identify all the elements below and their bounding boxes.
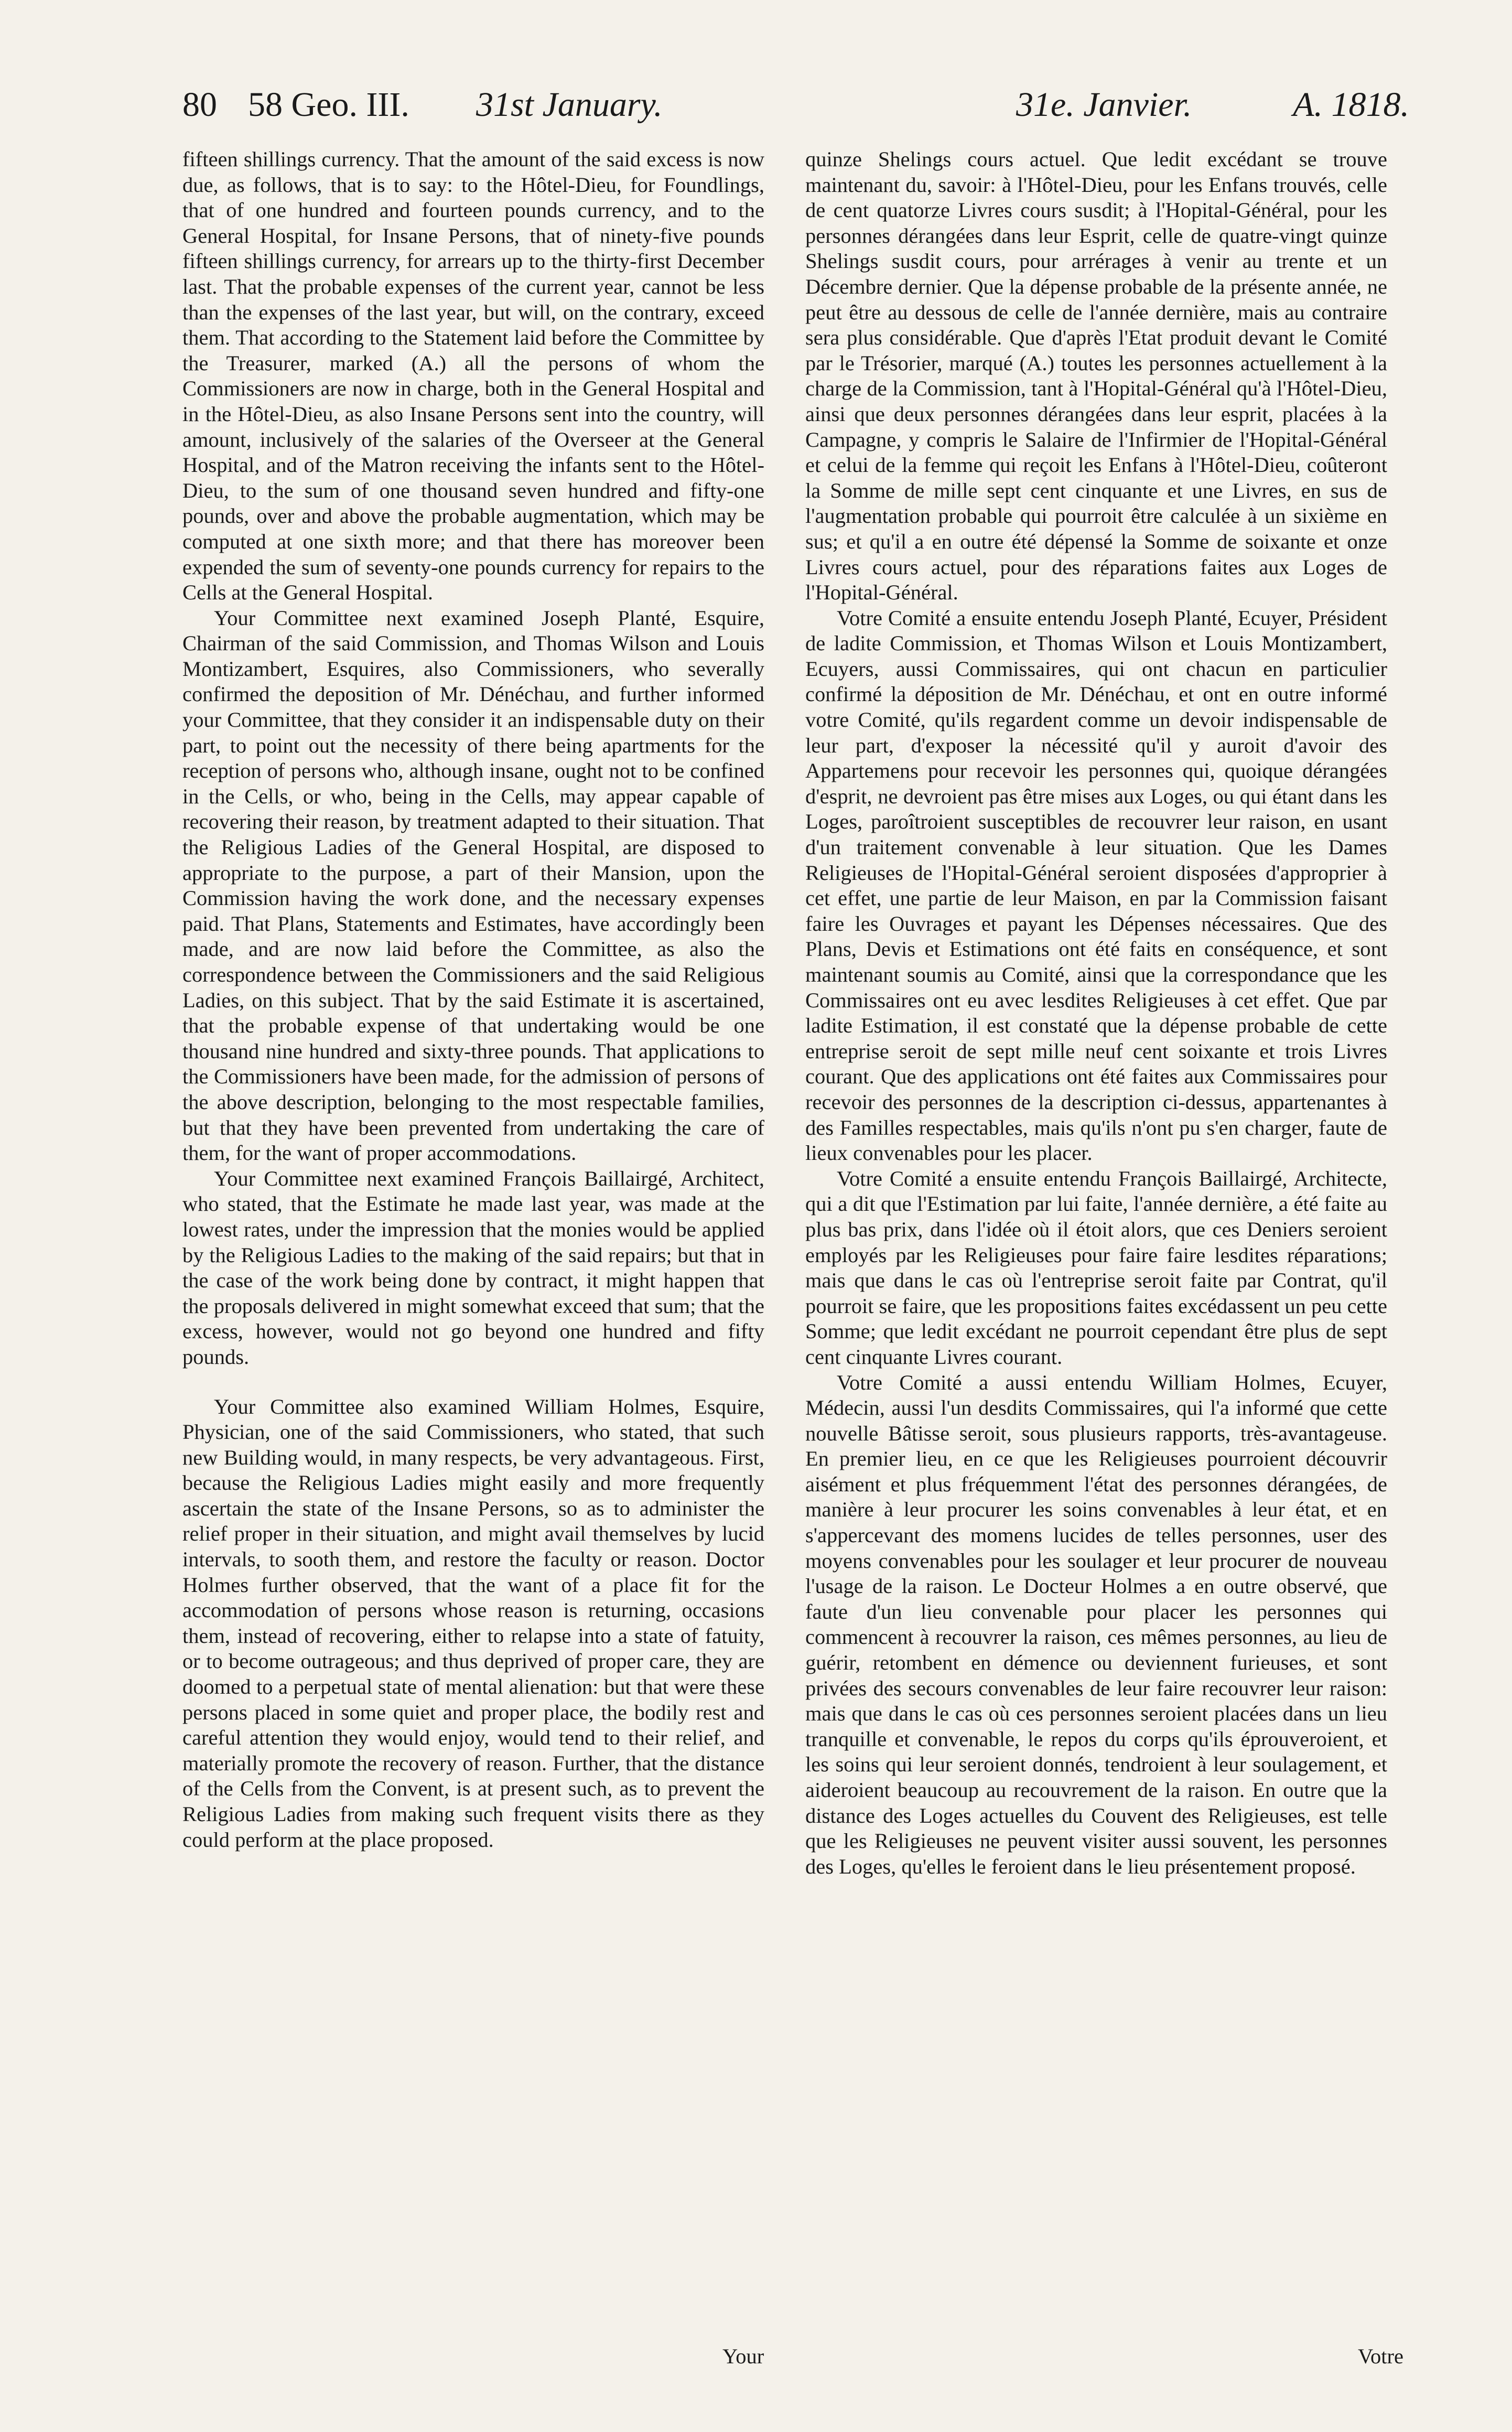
date-english: 31st January. [476,85,663,124]
date-french: 31e. Janvier. [1016,85,1192,124]
catchword-french: Votre [1358,2344,1403,2368]
page-number: 80 [182,85,217,124]
english-paragraph-4: Your Committee also examined William Holmes, Esquire, Physician, one of the said Commissioners, who stated, that such new Building would, in many respects, be very advantageous. First, because the Religious Ladies might easily and more frequently ascertain the state of the Insane Persons, so as to administer the relief proper in their situation, and might avail themselves by lucid intervals, to sooth them, and restore the faculty or reason. Doctor Holmes further observed, that the want of a place fit for the accommodation of persons whose reason is returning, occasions them, instead of recovering, either to relapse into a state of fatuity, or to become outrageous; and thus deprived of proper care, they are doomed to a perpetual state of mental alienation: but that were these persons placed in some quiet and proper place, the bodily rest and careful attention they would enjoy, would tend to their relief, and materially promote the recovery of reason. Further, that the distance of the Cells from the Convent, is at present such, as to prevent the Religious Ladies from making such frequent visits there as they could perform at the place proposed. [182,1394,764,1852]
english-paragraph-3: Your Committee next examined François Baillairgé, Architect, who stated, that the Estimate he made last year, was made at the lowest rates, under the impression that the monies would be applied by the Religious Ladies to the making of the said repairs; but that in the case of the work being done by contract, it might happen that the proposals delivered in might somewhat exceed that sum; that the excess, however, would not go beyond one hundred and fifty pounds. [182,1166,764,1369]
french-paragraph-3: Votre Comité a ensuite entendu François Baillairgé, Architecte, qui a dit que l'Estimation par lui faite, l'année dernière, a été faite au plus bas prix, dans l'idée où il étoit alors, que ces Deniers seroient employés par les Religieuses pour faire faire lesdites réparations; mais que dans le cas où l'entreprise seroit faite par Contrat, qu'il pourroit se faire, que les propositions faites excédassent un peu cette Somme; que ledit excédant ne pourroit cependant être plus de sept cent cinquante Livres courant. [805,1166,1388,1369]
document-page [182,79,1409,2375]
regnal-year: 58 Geo. III. [248,85,409,124]
english-paragraph-2: Your Committee next examined Joseph Planté, Esquire, Chairman of the said Commission, and Thomas Wilson and Louis Montizambert, Esquires, also Commissioners, who severally confirmed the deposition of Mr. Dénéchau, and further informed your Committee, that they consider it an indispensable duty on their part, to point out the necessity of there being apartments for the reception of persons who, although insane, ought not to be confined in the Cells, or who, being in the Cells, may appear capable of recovering their reason, by treatment adapted to their situation. That the Religious Ladies of the General Hospital, are disposed to appropriate to the purpose, a part of their Mansion, upon the Commission having the work done, and the necessary expenses paid. That Plans, Statements and Estimates, have accordingly been made, and are now laid before the Committee, as also the correspondence between the Commissioners and the said Religious Ladies, on this subject. That by the said Estimate it is ascertained, that the probable expense of that undertaking would be one thousand nine hundred and sixty-three pounds. That applications to the Commissioners have been made, for the admission of persons of the above description, belonging to the most respectable families, but that they have been prevented from undertaking the care of them, for the want of proper accommodations. [182,606,764,1165]
english-column [182,147,764,1853]
french-paragraph-1: quinze Shelings cours actuel. Que ledit excédant se trouve maintenant du, savoir: à l'Hôtel-Dieu, pour les Enfans trouvés, celle de cent quatorze Livres cours susdit; à l'Hopital-Général, pour les personnes dérangées dans leur Esprit, celle de quatre-vingt quinze Shelings susdit cours, pour arrérages à venir au trente et un Décembre dernier. Que la dépense probable de la présente année, ne peut être au dessous de celle de l'année dernière, mais au contraire sera plus considérable. Que d'après l'Etat produit devant le Comité par le Trésorier, marqué (A.) toutes les personnes actuellement à la charge de la Commission, tant à l'Hopital-Général qu'à l'Hôtel-Dieu, ainsi que deux personnes dérangées dans leur esprit, placées à la Campagne, y compris le Salaire de l'Infirmier de l'Hopital-Général et celui de la femme qui reçoit les Enfans à l'Hôtel-Dieu, coûteront la Somme de mille sept cent cinquante et une Livres, en sus de l'augmentation probable qui pourroit être calculée à un sixième en sus; et qu'il a en outre été dépensé la Somme de soixante et onze Livres cours actuel, pour des réparations faites aux Loges de l'Hopital-Général. [805,147,1387,605]
french-paragraph-2: Votre Comité a ensuite entendu Joseph Planté, Ecuyer, Président de ladite Commission, et Thomas Wilson et Louis Montizambert, Ecuyers, aussi Commissaires, qui ont chacun en particulier confirmé la déposition de Mr. Dénéchau, et ont en outre informé votre Comité, qu'ils regardent comme un devoir indispensable de leur part, d'exposer la nécessité qu'il y auroit d'avoir des Appartemens pour recevoir les personnes qui, quoique dérangées d'esprit, ne devroient pas être mises aux Loges, ou qui étant dans les Loges, paroîtroient susceptibles de recouvrer leur raison, en usant d'un traitement convenable à leur situation. Que les Dames Religieuses de l'Hopital-Général seroient disposées d'approprier à cet effet, une partie de leur Maison, en par la Commission faisant faire les Ouvrages et payant les Dépenses nécessaires. Que des Plans, Devis et Estimations ont été faits en conséquence, et sont maintenant soumis au Comité, ainsi que la correspondance que les Commissaires ont eu avec lesdites Religieuses à cet effet. Que par ladite Estimation, il est constaté que la dépense probable de cette entreprise seroit de sept mille neuf cent soixante et trois Livres courant. Que des applications ont été faites aux Commissaires pour recevoir des personnes de la description ci-dessus, appartenantes à des Familles respectables, mais qu'ils n'ont pu s'en charger, faute de lieux convenables pour les placer. [805,606,1387,1165]
french-column [805,147,1387,1879]
year: A. 1818. [1293,85,1409,124]
english-paragraph-1: fifteen shillings currency. That the amount of the said excess is now due, as follows, that is to say: to the Hôtel-Dieu, for Foundlings, that of one hundred and fourteen pounds currency, and to the General Hospital, for Insane Persons, that of ninety-five pounds fifteen shillings currency, for arrears up to the thirty-first December last. That the probable expenses of the current year, cannot be less than the expenses of the last year, but will, on the contrary, exceed them. That according to the Statement laid before the Committee by the Treasurer, marked (A.) all the persons of whom the Commissioners are now in charge, both in the General Hospital and in the Hôtel-Dieu, as also Insane Persons sent into the country, will amount, inclusively of the salaries of the Overseer at the General Hospital, and of the Matron receiving the infants sent to the Hôtel-Dieu, to the sum of one thousand seven hundred and fifty-one pounds, over and above the probable augmentation, which may be computed at one sixth more; and that there has moreover been expended the sum of seventy-one pounds currency for repairs to the Cells at the General Hospital. [182,147,764,605]
running-header [182,79,1409,137]
catchword-english: Your [722,2344,764,2368]
french-paragraph-4: Votre Comité a aussi entendu William Holmes, Ecuyer, Médecin, aussi l'un desdits Commissaires, qui l'a informé que cette nouvelle Bâtisse seroit, sous plusieurs rapports, très-avantageuse. En premier lieu, en ce que les Religieuses pourroient découvrir aisément et plus fréquemment l'état des personnes dérangées, de manière à leur procurer les soins convenables à leur état, et en s'appercevant des momens lucides de telles personnes, user des moyens convenables pour les soulager et leur procurer de nouveau l'usage de la raison. Le Docteur Holmes a en outre observé, que faute d'un lieu convenable pour placer les personnes qui commencent à recouvrer la raison, ces mêmes personnes, au lieu de guérir, retombent en démence ou deviennent furieuses, et sont privées des secours convenables de leur faire recouvrer leur raison: mais que dans le cas où ces personnes seroient placées dans un lieu tranquille et convenable, le repos du corps qu'ils éprouveroient, et les soins qui leur seroient donnés, tendroient à leur soulagement, et aideroient beaucoup au recouvrement de la raison. En outre que la distance des Loges actuelles du Couvent des Religieuses, est telle que les Religieuses ne peuvent visiter aussi souvent, les personnes des Loges, qu'elles le feroient dans le lieu présentement proposé. [805,1370,1387,1878]
